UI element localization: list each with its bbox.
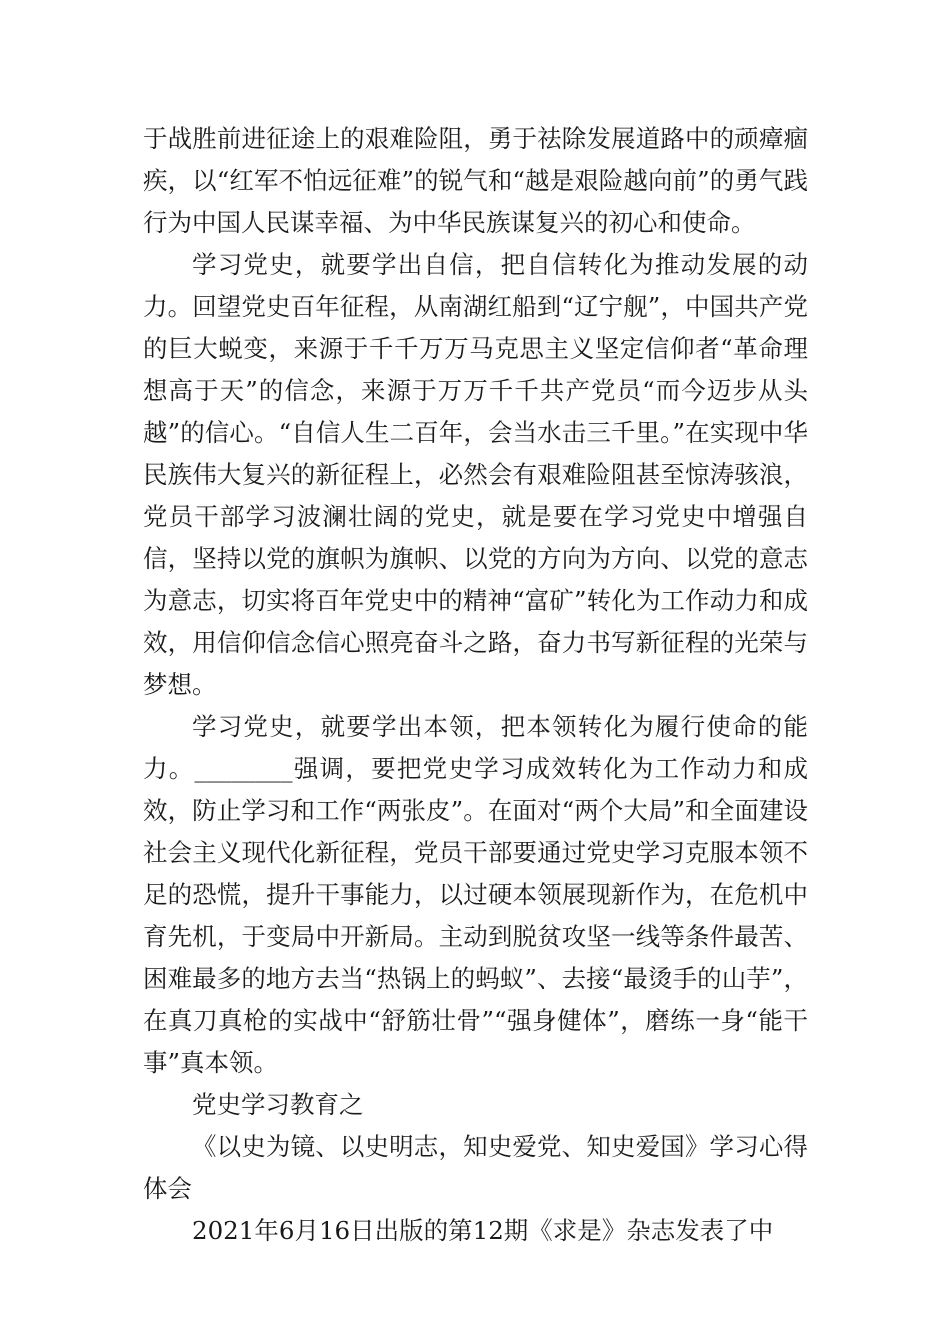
section-heading-line-1: 党史学习教育之 — [192, 1090, 364, 1119]
section-heading-line-2: 《以史为镜、以史明志，知史爱党、知史爱国》学习心得体会 — [143, 1132, 808, 1203]
paragraph-2: 学习党史，就要学出自信，把自信转化为推动发展的动力。回望党史百年征程，从南湖红船到“辽宁舰”，中国共产党的巨大蜕变，来源于千千万万马克思主义坚定信仰者“革命理想高于天”的信念，来源于万万千千共产党员“而今迈步从头越”的信心。“自信人生二百年，会当水击三千里。”在实现中华民族伟大复兴的新征程上，必然会有艰难险阻甚至惊涛骇浪，党员干部学习波澜壮阔的党史，就是要在学习党史中增强自信，坚持以党的旗帜为旗帜、以党的方向为方向、以党的意志为意志，切实将百年党史中的精神“富矿”转化为工作动力和成效，用信仰信念信心照亮奋斗之路，奋力书写新征程的光荣与梦想。 — [143, 250, 808, 699]
paragraph-3: 学习党史，就要学出本领，把本领转化为履行使命的能力。________强调，要把党史学习成效转化为工作动力和成效，防止学习和工作“两张皮”。在面对“两个大局”和全面建设社会主义现代化新征程，党员干部要通过党史学习克服本领不足的恐慌，提升干事能力，以过硬本领展现新作为，在危机中育先机，于变局中开新局。主动到脱贫攻坚一线等条件最苦、困难最多的地方去当“热锅上的蚂蚁”、去接“最烫手的山芋”，在真刀真枪的实战中“舒筋壮骨”“强身健体”，磨练一身“能干事”真本领。 — [143, 712, 808, 1077]
paragraph-4: 2021年6月16日出版的第12期《求是》杂志发表了中 — [192, 1216, 774, 1245]
paragraph-1: 于战胜前进征途上的艰难险阻，勇于祛除发展道路中的顽瘴痼疾，以“红军不怕远征难”的锐气和“越是艰险越向前”的勇气践行为中国人民谋幸福、为中华民族谋复兴的初心和使命。 — [143, 124, 808, 237]
document-body — [143, 118, 808, 1252]
